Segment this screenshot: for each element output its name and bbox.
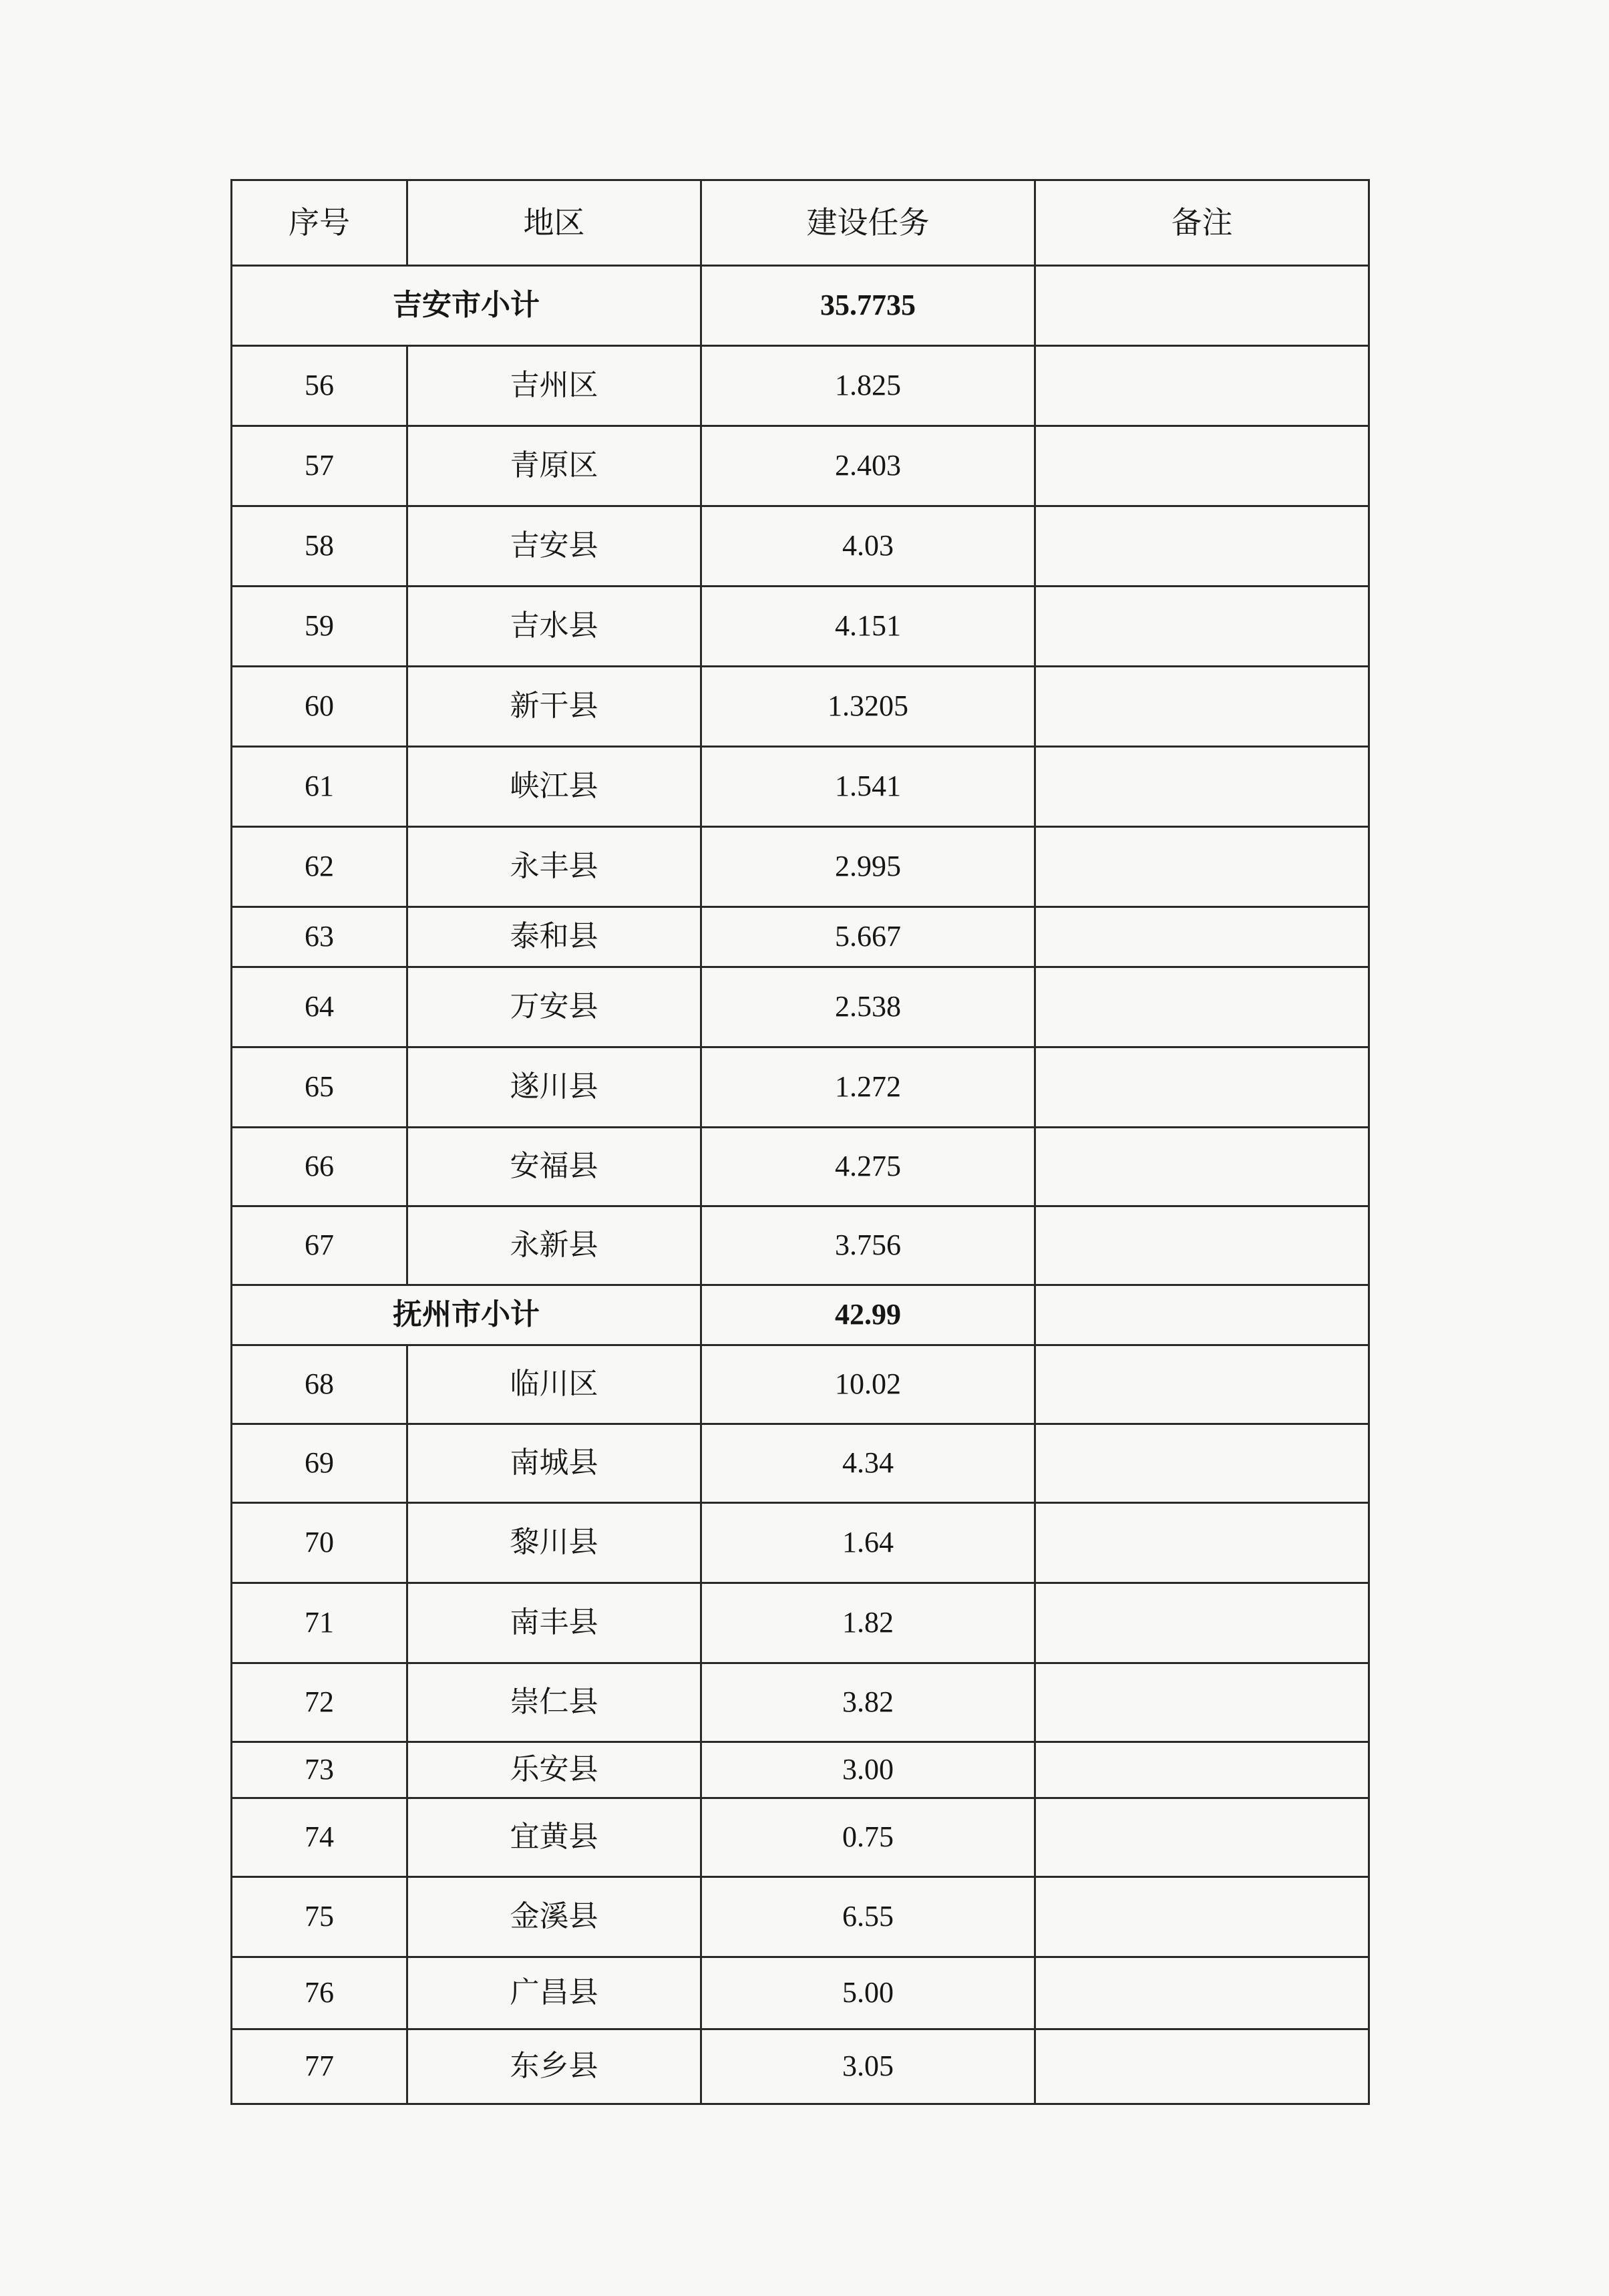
header-seq: 序号 <box>232 180 407 266</box>
remark-cell <box>1035 587 1369 667</box>
seq-cell: 75 <box>232 1877 407 1957</box>
table-row <box>232 667 1369 747</box>
table-header-row <box>232 180 1369 266</box>
remark-cell <box>1035 907 1369 967</box>
subtotal-label: 抚州市小计 <box>232 1285 701 1345</box>
seq-cell: 61 <box>232 747 407 827</box>
region-cell: 峡江县 <box>407 747 701 827</box>
region-cell: 吉州区 <box>407 346 701 426</box>
task-cell: 0.75 <box>701 1798 1035 1877</box>
remark-cell <box>1035 426 1369 506</box>
seq-cell: 73 <box>232 1742 407 1798</box>
table-row <box>232 967 1369 1047</box>
task-cell: 4.03 <box>701 506 1035 587</box>
table-row <box>232 1583 1369 1663</box>
remark-cell <box>1035 266 1369 346</box>
table-row <box>232 1345 1369 1424</box>
table-row <box>232 587 1369 667</box>
task-cell: 1.64 <box>701 1503 1035 1583</box>
region-cell: 吉安县 <box>407 506 701 587</box>
table-row <box>232 346 1369 426</box>
region-cell: 永丰县 <box>407 827 701 907</box>
task-cell: 4.34 <box>701 1424 1035 1503</box>
region-cell: 南城县 <box>407 1424 701 1503</box>
seq-cell: 72 <box>232 1663 407 1742</box>
remark-cell <box>1035 667 1369 747</box>
remark-cell <box>1035 1742 1369 1798</box>
table-row <box>232 426 1369 506</box>
remark-cell <box>1035 506 1369 587</box>
remark-cell <box>1035 827 1369 907</box>
seq-cell: 58 <box>232 506 407 587</box>
remark-cell <box>1035 1424 1369 1503</box>
region-cell: 东乡县 <box>407 2029 701 2104</box>
table-row <box>232 1798 1369 1877</box>
subtotal-task-value: 35.7735 <box>701 266 1035 346</box>
region-cell: 崇仁县 <box>407 1663 701 1742</box>
table-row <box>232 1957 1369 2029</box>
seq-cell: 65 <box>232 1047 407 1128</box>
region-cell: 吉水县 <box>407 587 701 667</box>
header-remark: 备注 <box>1035 180 1369 266</box>
task-cell: 4.275 <box>701 1128 1035 1206</box>
table-row <box>232 747 1369 827</box>
task-cell: 4.151 <box>701 587 1035 667</box>
header-region: 地区 <box>407 180 701 266</box>
remark-cell <box>1035 1877 1369 1957</box>
seq-cell: 70 <box>232 1503 407 1583</box>
seq-cell: 64 <box>232 967 407 1047</box>
remark-cell <box>1035 1583 1369 1663</box>
remark-cell <box>1035 967 1369 1047</box>
region-cell: 金溪县 <box>407 1877 701 1957</box>
region-cell: 永新县 <box>407 1206 701 1285</box>
seq-cell: 74 <box>232 1798 407 1877</box>
subtotal-task-value: 42.99 <box>701 1285 1035 1345</box>
table-row <box>232 827 1369 907</box>
seq-cell: 77 <box>232 2029 407 2104</box>
task-cell: 5.667 <box>701 907 1035 967</box>
table-row <box>232 1742 1369 1798</box>
seq-cell: 57 <box>232 426 407 506</box>
remark-cell <box>1035 1047 1369 1128</box>
task-cell: 3.82 <box>701 1663 1035 1742</box>
remark-cell <box>1035 1206 1369 1285</box>
table-row <box>232 2029 1369 2104</box>
region-cell: 宜黄县 <box>407 1798 701 1877</box>
region-cell: 广昌县 <box>407 1957 701 2029</box>
seq-cell: 68 <box>232 1345 407 1424</box>
task-cell: 1.541 <box>701 747 1035 827</box>
table-row <box>232 1128 1369 1206</box>
construction-task-table <box>230 179 1370 2105</box>
remark-cell <box>1035 2029 1369 2104</box>
table-row <box>232 1424 1369 1503</box>
table-row <box>232 1663 1369 1742</box>
remark-cell <box>1035 1345 1369 1424</box>
task-cell: 3.756 <box>701 1206 1035 1285</box>
seq-cell: 67 <box>232 1206 407 1285</box>
table-row <box>232 1047 1369 1128</box>
table-row <box>232 1877 1369 1957</box>
region-cell: 安福县 <box>407 1128 701 1206</box>
seq-cell: 71 <box>232 1583 407 1663</box>
task-cell: 3.05 <box>701 2029 1035 2104</box>
seq-cell: 63 <box>232 907 407 967</box>
remark-cell <box>1035 1798 1369 1877</box>
seq-cell: 69 <box>232 1424 407 1503</box>
region-cell: 万安县 <box>407 967 701 1047</box>
region-cell: 泰和县 <box>407 907 701 967</box>
task-cell: 1.3205 <box>701 667 1035 747</box>
seq-cell: 76 <box>232 1957 407 2029</box>
region-cell: 临川区 <box>407 1345 701 1424</box>
task-cell: 10.02 <box>701 1345 1035 1424</box>
table-row <box>232 907 1369 967</box>
remark-cell <box>1035 747 1369 827</box>
task-cell: 5.00 <box>701 1957 1035 2029</box>
table-row <box>232 1503 1369 1583</box>
seq-cell: 59 <box>232 587 407 667</box>
task-cell: 6.55 <box>701 1877 1035 1957</box>
task-cell: 2.538 <box>701 967 1035 1047</box>
remark-cell <box>1035 346 1369 426</box>
header-task: 建设任务 <box>701 180 1035 266</box>
region-cell: 遂川县 <box>407 1047 701 1128</box>
remark-cell <box>1035 1957 1369 2029</box>
subtotal-row <box>232 1285 1369 1345</box>
subtotal-row <box>232 266 1369 346</box>
seq-cell: 62 <box>232 827 407 907</box>
seq-cell: 66 <box>232 1128 407 1206</box>
remark-cell <box>1035 1503 1369 1583</box>
remark-cell <box>1035 1285 1369 1345</box>
subtotal-label: 吉安市小计 <box>232 266 701 346</box>
table-row <box>232 506 1369 587</box>
region-cell: 黎川县 <box>407 1503 701 1583</box>
task-cell: 2.995 <box>701 827 1035 907</box>
region-cell: 乐安县 <box>407 1742 701 1798</box>
region-cell: 南丰县 <box>407 1583 701 1663</box>
task-cell: 1.825 <box>701 346 1035 426</box>
region-cell: 新干县 <box>407 667 701 747</box>
remark-cell <box>1035 1663 1369 1742</box>
remark-cell <box>1035 1128 1369 1206</box>
task-cell: 2.403 <box>701 426 1035 506</box>
task-cell: 3.00 <box>701 1742 1035 1798</box>
seq-cell: 60 <box>232 667 407 747</box>
task-cell: 1.82 <box>701 1583 1035 1663</box>
task-cell: 1.272 <box>701 1047 1035 1128</box>
seq-cell: 56 <box>232 346 407 426</box>
region-cell: 青原区 <box>407 426 701 506</box>
table-row <box>232 1206 1369 1285</box>
